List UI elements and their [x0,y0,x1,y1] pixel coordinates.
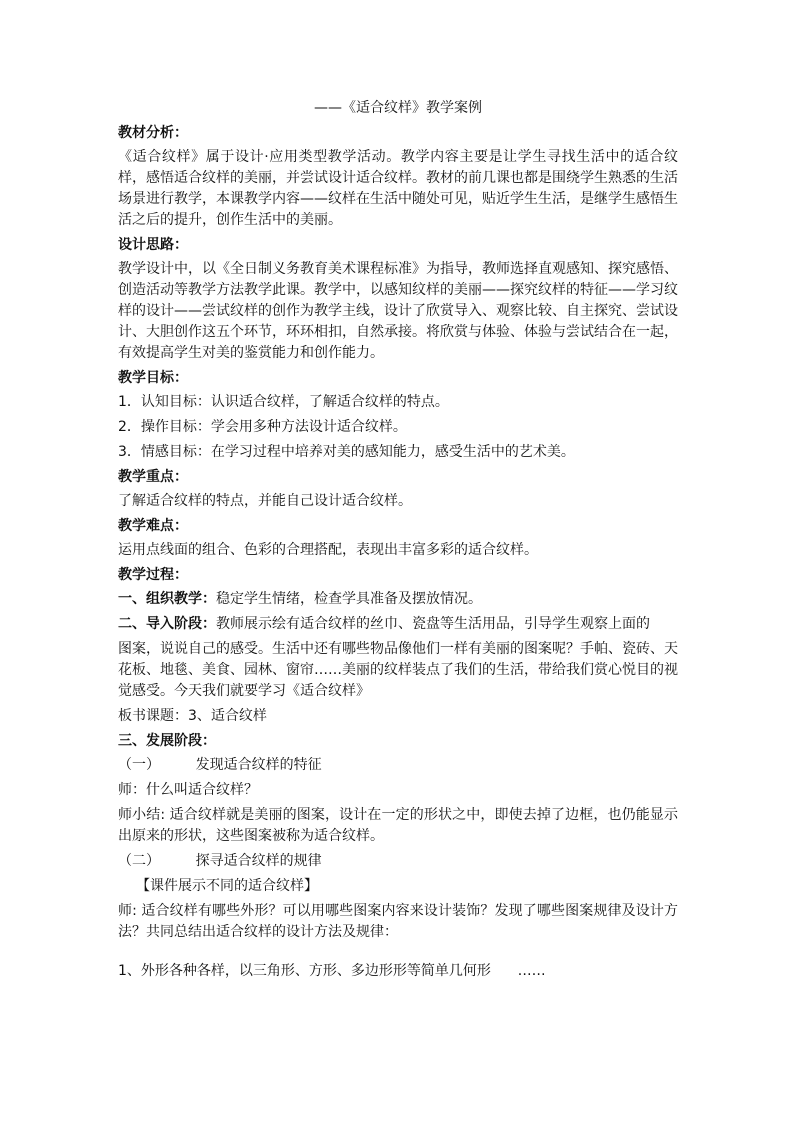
difficulty-text: 运用点线面的组合、色彩的合理搭配，表现出丰富多彩的适合纹样。 [118,542,538,558]
step1-label: 一、组织教学： [118,591,216,607]
goal-item: 2．操作目标：学会用多种方法设计适合纹样。 [118,419,407,435]
step3-label: 三、发展阶段： [118,733,216,749]
step2-text-b: 图案，说说自己的感受。生活中还有哪些物品像他们一样有美丽的图案呢？手帕、瓷砖、天花板、地毯、美食、园林、窗帘……美丽的纹样装点了我们的生活，带给我们赏心悦目的视觉感受。今天我们就要学习《适合纹样》 [118,641,678,699]
spacer [118,947,678,961]
key-heading: 教学重点： [118,469,188,485]
design-heading: 设计思路： [118,237,188,253]
process-heading: 教学过程： [118,567,188,583]
part2-title: （二） 探寻适合纹样的规律 [118,853,322,869]
question-1: 师：什么叫适合纹样？ [118,782,258,798]
document-title: ——《适合纹样》教学案例 [314,100,482,116]
step2-text-a: 教师展示绘有适合纹样的丝巾、瓷盘等生活用品，引导学生观察上面的 [216,616,650,632]
goals-heading: 教学目标： [118,370,188,386]
analysis-heading: 教材分析： [118,125,188,141]
part1-title: （一） 发现适合纹样的特征 [118,757,322,773]
design-text: 教学设计中，以《全日制义务教育美术课程标准》为指导，教师选择直观感知、探究感悟、创造活动等教学方法教学此课。教学中，以感知纹样的美丽——探究纹样的特征——学习纹样的设计——尝试纹样的创作为教学主线，设计了欣赏导入、观察比较、自主探究、尝试设计、大胆创作这五个环节，环环相扣，自然承接。将欣赏与体验、体验与尝试结合在一起，有效提高学生对美的鉴赏能力和创作能力。 [118,261,678,361]
courseware-note: 【课件展示不同的适合纹样】 [136,878,318,894]
step2-label: 二、导入阶段： [118,616,216,632]
teacher-summary: 师小结: 适合纹样就是美丽的图案，设计在一定的形状之中，即使去掉了边框，也仍能显示出原来的形状，这些图案被称为适合纹样。 [118,807,678,844]
step1-line [118,589,678,610]
question-2: 师: 适合纹样有哪些外形？可以用哪些图案内容来设计装饰？发现了哪些图案规律及设计方法？共同总结出适合纹样的设计方法及规律： [118,903,678,940]
key-text: 了解适合纹样的特点，并能自己设计适合纹样。 [118,493,412,509]
document-page [118,98,678,986]
design-point-1: 1、外形各种各样，以三角形、方形、多边形形等简单几何形 …… [118,963,546,979]
difficulty-heading: 教学难点： [118,518,188,534]
step2-line [118,614,678,635]
goal-item: 3．情感目标：在学习过程中培养对美的感知能力，感受生活中的艺术美。 [118,444,575,460]
board-title: 板书课题：3、适合纹样 [118,708,267,724]
step1-text: 稳定学生情绪，检查学具准备及摆放情况。 [216,591,482,607]
goal-item: 1．认知目标：认识适合纹样，了解适合纹样的特点。 [118,394,449,410]
analysis-text: 《适合纹样》属于设计·应用类型教学活动。教学内容主要是让学生寻找生活中的适合纹样，感悟适合纹样的美丽，并尝试设计适合纹样。教材的前几课也都是围绕学生熟悉的生活场景进行教学，本课教学内容——纹样在生活中随处可见，贴近学生生活，是继学生感悟生活之后的提升，创作生活中的美丽。 [118,149,678,228]
